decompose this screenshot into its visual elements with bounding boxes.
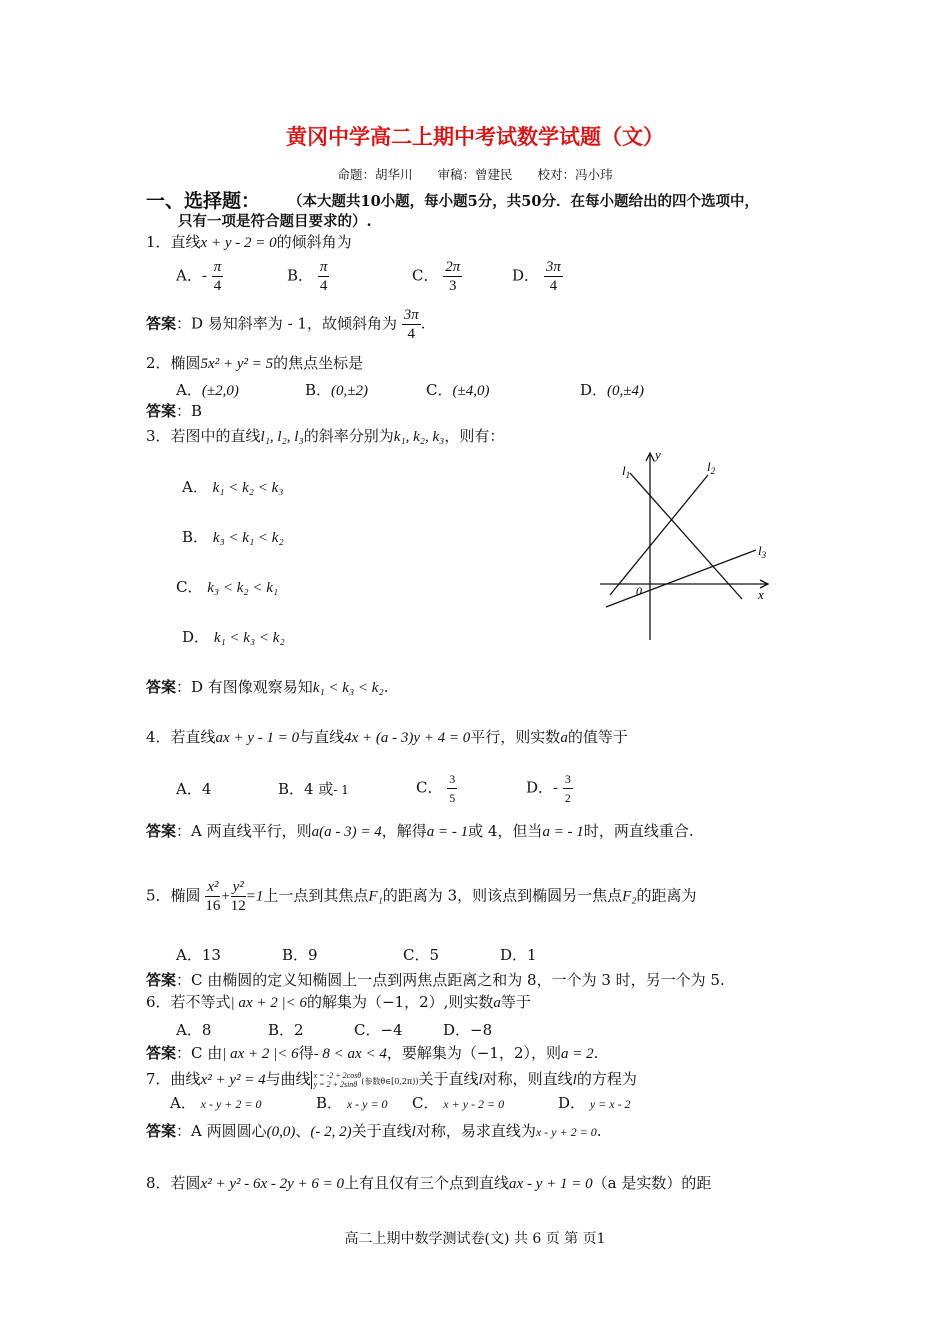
q7-answer-point2: (- 2, 2) [310, 1124, 352, 1140]
q4-stem-math2: 4x + (a - 3)y + 4 = 0 [344, 730, 471, 746]
q4-answer-end: 时，两直线重合. [583, 822, 694, 840]
q2-option-c-label: C． [426, 381, 453, 399]
q1-option-d-fraction [544, 258, 563, 295]
q7-option-b [316, 1092, 388, 1113]
frac-numerator: 2π [445, 259, 461, 275]
frac-numerator: π [213, 259, 222, 275]
line-l2 [610, 475, 708, 595]
frac-denominator: 16 [205, 898, 221, 914]
q7-stem-post3: 的方程为 [576, 1070, 637, 1088]
frac-denominator: 4 [549, 278, 558, 294]
q4-stem-post1: 平行，则实数 [470, 728, 561, 746]
q3-answer-math: k₁ < k₃ < k₂ [312, 680, 384, 696]
page-title: 黄冈中学高二上期中考试数学试题（文） [286, 124, 664, 149]
label-l1-sub: 1 [625, 470, 631, 480]
q4-option-c-label: C． [416, 778, 443, 797]
q7-stem-post: 关于直线 [418, 1070, 479, 1088]
q6-answer-mid: 得 [298, 1044, 314, 1062]
q3-answer [146, 676, 388, 697]
q1-option-d [512, 258, 563, 295]
q3-option-c-value: k₃ < k₂ < k₁ [207, 580, 279, 596]
q5-f1: F₁ [368, 888, 383, 905]
q2-answer [146, 400, 202, 421]
q3-option-c-label: C． [176, 578, 203, 596]
q4-option-b [278, 778, 349, 799]
q2-answer-text: ：B [176, 402, 203, 420]
q3-option-d [182, 626, 285, 647]
q3-stem-pre: 3．若图中的直线 [146, 427, 261, 445]
q4-answer-math2: a = - 1 [426, 824, 469, 840]
q1-stem-post: 的倾斜角为 [276, 233, 352, 251]
q5-equals: =1 [245, 888, 264, 905]
q4-option-a: A．4 [176, 780, 212, 798]
q3-option-b-label: B． [182, 528, 209, 546]
q6-stem-pre: 6．若不等式 [146, 993, 231, 1011]
q3-answer-text: ：D 有图像观察易知 [176, 678, 313, 696]
label-l3 [758, 543, 767, 560]
q5-option-c: C．5 [403, 946, 440, 964]
q5-option-a: A．13 [176, 946, 221, 964]
q3-option-b [182, 526, 284, 547]
q4-option-d-fraction [563, 770, 573, 807]
q7-param-line2: y = 2 + 2sinθ [313, 1080, 358, 1089]
q6-answer-mid2: ，要解集为（−1，2），则 [386, 1044, 562, 1062]
q7-param-note: (参数θ∈[0,2π)) [361, 1077, 419, 1086]
frac-numerator: 3π [545, 259, 561, 275]
q4-stem-math1: ax + y - 1 = 0 [215, 730, 300, 746]
q6-stem-math: | ax + 2 |< 6 [230, 995, 307, 1011]
q8-stem-math1: x² + y² - 6x - 2y + 6 = 0 [200, 1176, 345, 1192]
answer-label: 答案 [146, 971, 177, 989]
q4-option-c-fraction [447, 770, 457, 807]
q7-param-system [311, 1071, 362, 1089]
frac-numerator: 3 [447, 770, 457, 789]
label-l2-main: l [707, 459, 711, 474]
question-7-stem [146, 1068, 637, 1089]
q2-option-d-label: D． [580, 381, 608, 399]
answer-label: 答案 [146, 1044, 177, 1062]
q7-stem-l2: l [572, 1072, 577, 1088]
q3-line-figure [590, 445, 780, 645]
q8-stem-post: （a 是实数）的距 [592, 1174, 712, 1192]
answer-label: 答案 [146, 678, 177, 696]
q7-option-a-value: x - y + 2 = 0 [200, 1097, 262, 1111]
q6-option-d: D．−8 [443, 1021, 493, 1039]
q5-stem-mid: 上一点到其焦点 [263, 886, 369, 905]
q6-option-a: A．8 [176, 1021, 212, 1039]
q7-answer-end: . [596, 1122, 602, 1140]
q6-option-c: C．−4 [354, 1021, 403, 1039]
q2-option-b-label: B． [305, 381, 332, 399]
q4-answer-math1: a(a - 3) = 4 [311, 824, 382, 840]
question-3-stem [146, 425, 504, 446]
q5-stem-mid2: 的距离为 3，则该点到椭圆另一焦点 [382, 886, 623, 905]
label-l2-sub: 2 [710, 466, 716, 476]
q1-answer [146, 306, 426, 343]
q2-stem-post: 的焦点坐标是 [273, 354, 364, 372]
q2-stem-pre: 2．椭圆 [146, 354, 201, 372]
q5-answer [146, 969, 725, 990]
q7-answer-point1: (0,0) [266, 1124, 296, 1140]
q1-option-b [287, 258, 329, 295]
label-x: x [758, 587, 764, 602]
q1-option-a-label: A． [176, 266, 202, 285]
q3-option-a [182, 476, 284, 497]
q7-option-c-value: x + y - 2 = 0 [443, 1097, 505, 1111]
question-2-stem [146, 352, 363, 373]
q7-param-line1: x = -2 + 2cosθ [313, 1071, 362, 1080]
q1-option-a-fraction [212, 258, 224, 295]
question-8-stem [146, 1172, 711, 1193]
frac-numerator: π [319, 259, 328, 275]
q7-option-b-value: x - y = 0 [346, 1097, 388, 1111]
q8-stem-math2: ax - y + 1 = 0 [509, 1176, 593, 1192]
q4-option-c [416, 770, 457, 807]
q3-stem-post: ，则有： [444, 427, 505, 445]
label-l1 [622, 463, 630, 480]
q1-answer-text: ：D 易知斜率为 - 1，故倾斜角为 [176, 314, 397, 333]
q7-option-b-label: B． [316, 1094, 343, 1112]
q1-option-b-fraction [318, 258, 330, 295]
q3-option-c [176, 576, 278, 597]
q2-option-c-value: (±4,0) [452, 383, 490, 399]
label-l3-sub: 3 [761, 550, 767, 560]
frac-denominator: 4 [319, 278, 328, 294]
q6-answer-math2: - 8 < ax < 4 [313, 1046, 387, 1062]
q6-answer-end: . [593, 1044, 599, 1062]
q1-option-a-sign: - [201, 266, 207, 285]
q4-answer-mid2: 或 4，但当 [468, 822, 543, 840]
q1-stem-pre: 1．直线 [146, 233, 201, 251]
q4-answer-text: ：A 两直线平行，则 [176, 822, 312, 840]
line-l3 [606, 550, 756, 607]
q1-answer-fraction [402, 306, 421, 343]
q7-option-c [412, 1092, 504, 1113]
frac-numerator: x² [207, 879, 219, 895]
q3-option-a-label: A． [182, 478, 208, 496]
q4-option-b-value: - 1 [333, 783, 349, 797]
q1-option-d-label: D． [512, 266, 540, 285]
q5-fraction-y [231, 878, 246, 915]
q2-option-b-value: (0,±2) [331, 383, 369, 399]
q2-option-d-value: (0,±4) [607, 383, 645, 399]
q4-answer-math3: a = - 1 [542, 824, 584, 840]
q6-answer-math3: a = 2 [561, 1046, 594, 1062]
q8-stem-pre: 8．若圆 [146, 1174, 201, 1192]
q5-stem-pre: 5．椭圆 [146, 886, 201, 905]
q5-option-b: B．9 [282, 946, 318, 964]
section-note-line2: 只有一项是符合题目要求的）. [178, 213, 372, 230]
q2-option-a-value: (±2,0) [201, 383, 239, 399]
q1-option-a [176, 258, 223, 295]
frac-denominator: 4 [407, 326, 415, 342]
credits: 命题：胡华川 审稿：曾建民 校对：冯小玮 [337, 167, 613, 182]
q1-option-c [412, 258, 462, 295]
section-note-line1: （本大题共10小题，每小题5分，共50分．在每小题给出的四个选项中， [288, 193, 759, 210]
line-l1 [630, 473, 742, 599]
q6-answer-math1: | ax + 2 |< 6 [222, 1046, 299, 1062]
q4-stem-var: a [560, 730, 568, 746]
q4-option-d-sign: - [553, 778, 559, 797]
q3-option-d-value: k₁ < k₃ < k₂ [213, 630, 285, 646]
page-footer: 高二上期中数学测试卷(文) 共 6 页 第 页1 [344, 1231, 606, 1247]
q7-answer-text: ：A 两圆圆心 [176, 1122, 267, 1140]
q5-plus: + [220, 888, 231, 905]
q2-option-a [176, 379, 239, 400]
q5-f2: F₂ [622, 888, 637, 905]
q2-option-c [426, 379, 489, 400]
q6-stem-post: 等于 [500, 993, 531, 1011]
q6-answer [146, 1042, 598, 1063]
q7-answer-l: l [411, 1124, 416, 1140]
q5-fraction-x [205, 878, 220, 915]
q3-stem-mid: 的斜率分别为 [303, 427, 394, 445]
q7-stem-l: l [478, 1072, 483, 1088]
frac-denominator: 5 [449, 791, 456, 805]
frac-denominator: 2 [564, 791, 571, 805]
q2-option-a-label: A． [176, 381, 202, 399]
q4-option-d [526, 770, 573, 807]
q7-option-d-label: D． [558, 1094, 586, 1112]
q7-option-a-label: A． [170, 1094, 196, 1112]
frac-denominator: 3 [449, 278, 457, 294]
q7-answer-mid: 关于直线 [351, 1122, 412, 1140]
label-l2 [707, 459, 716, 476]
frac-denominator: 12 [230, 898, 246, 914]
q5-stem-post: 的距离为 [636, 886, 697, 905]
q7-stem-post2: 对称，则直线 [482, 1070, 573, 1088]
q7-stem-math1: x² + y² = 4 [200, 1072, 266, 1088]
q4-answer-mid1: ，解得 [381, 822, 427, 840]
q3-answer-end: . [383, 678, 389, 696]
q1-stem-math: x + y - 2 = 0 [200, 235, 277, 251]
frac-denominator: 4 [213, 278, 222, 294]
q4-answer [146, 820, 694, 841]
q6-stem-var: a [493, 995, 501, 1011]
q4-stem-mid: 与直线 [299, 728, 345, 746]
q2-option-d [580, 379, 644, 400]
answer-label: 答案 [146, 1122, 177, 1140]
label-y: y [655, 447, 661, 462]
answer-label: 答案 [146, 402, 177, 420]
answer-label: 答案 [146, 314, 177, 333]
answer-label: 答案 [146, 822, 177, 840]
label-l3-main: l [758, 543, 762, 558]
q6-option-b: B．2 [268, 1021, 304, 1039]
q8-stem-mid: 上有且仅有三个点到直线 [344, 1174, 510, 1192]
q7-answer [146, 1120, 601, 1141]
q5-answer-text: ：C 由椭圆的定义知椭圆上一点到两焦点距离之和为 8，一个为 3 时，另一个为 5. [176, 971, 725, 989]
q7-option-d-value: y = x - 2 [589, 1097, 631, 1111]
label-origin: 0 [636, 584, 642, 598]
q1-option-b-label: B． [287, 266, 314, 285]
question-5-stem [146, 878, 697, 915]
label-l1-main: l [622, 463, 626, 478]
q6-answer-text: ：C 由 [176, 1044, 223, 1062]
question-4-stem [146, 726, 628, 747]
q7-option-a [170, 1092, 261, 1113]
q4-stem-pre: 4．若直线 [146, 728, 216, 746]
q2-option-b [305, 379, 368, 400]
q4-stem-post2: 的值等于 [567, 728, 628, 746]
q3-stem-lines: l₁, l₂, l₃ [260, 429, 304, 445]
q7-option-d [558, 1092, 631, 1113]
q4-option-b-label: B．4 或 [278, 780, 334, 798]
q7-stem-mid: 与曲线 [265, 1070, 311, 1088]
q7-answer-math: x - y + 2 = 0 [535, 1125, 597, 1139]
q1-option-c-fraction [443, 258, 462, 295]
section-heading: 一、选择题： [146, 190, 261, 212]
q1-answer-end: . [420, 314, 426, 333]
question-6-stem [146, 991, 531, 1012]
q3-option-d-label: D． [182, 628, 210, 646]
q3-option-a-value: k₁ < k₂ < k₃ [212, 480, 284, 496]
q7-answer-mid2: 对称，易求直线为 [415, 1122, 536, 1140]
q1-option-c-label: C． [412, 266, 439, 285]
frac-numerator: 3π [403, 307, 419, 323]
q6-stem-mid: 的解集为（−1，2）,则实数 [306, 993, 494, 1011]
q2-stem-math: 5x² + y² = 5 [200, 356, 274, 372]
q4-option-d-label: D． [526, 778, 554, 797]
q7-option-c-label: C． [412, 1094, 439, 1112]
q3-stem-ks: k₁, k₂, k₃ [393, 429, 445, 445]
frac-numerator: 3 [563, 770, 573, 789]
question-1-stem [146, 231, 352, 252]
q5-option-d: D．1 [500, 946, 537, 964]
q7-stem-pre: 7．曲线 [146, 1070, 201, 1088]
q3-option-b-value: k₃ < k₁ < k₂ [212, 530, 284, 546]
q7-answer-sep: 、 [295, 1122, 311, 1140]
frac-numerator: y² [232, 879, 244, 895]
